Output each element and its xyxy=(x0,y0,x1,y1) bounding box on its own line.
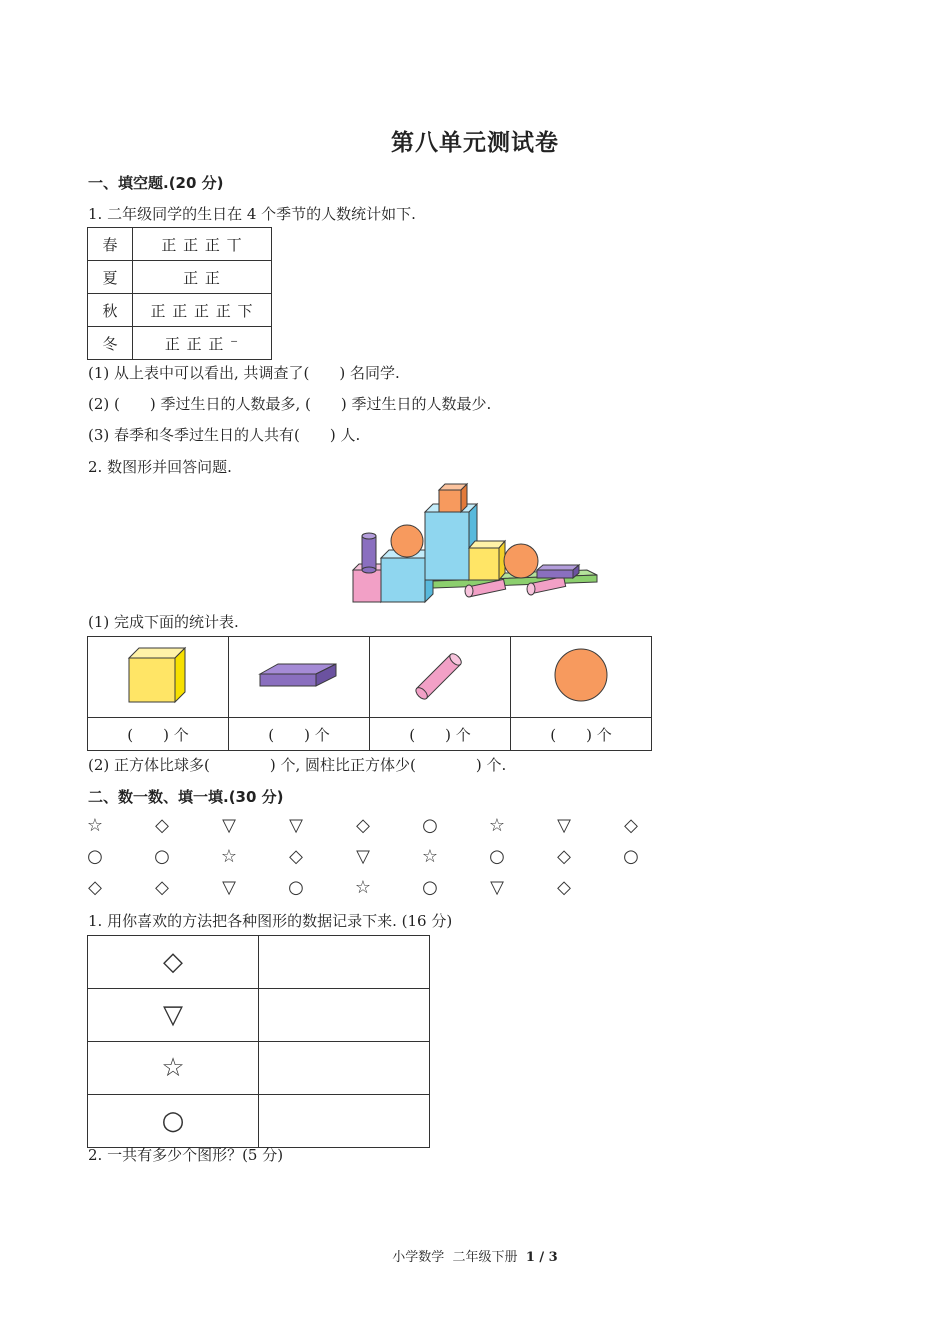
record-answer-cell[interactable] xyxy=(259,936,430,989)
diamond-icon: ◇ xyxy=(155,815,169,836)
triangle-down-icon: ▽ xyxy=(356,846,370,867)
tally-cell: 正 正 正 正 下 xyxy=(133,294,272,327)
diamond-icon: ◇ xyxy=(624,815,638,836)
star-icon: ☆ xyxy=(354,877,372,898)
triangle-down-icon: ▽ xyxy=(289,815,303,836)
count-cell: ( ) 个 xyxy=(229,718,370,751)
triangle-down-icon: ▽ xyxy=(557,815,571,836)
page-number: 1 / 3 xyxy=(525,1250,558,1265)
diamond-icon: ◇ xyxy=(557,846,571,867)
circle-icon: ○ xyxy=(422,815,438,836)
table-row xyxy=(88,718,652,751)
circle-icon: ○ xyxy=(154,846,170,867)
question-1-sub-3: (3) 春季和冬季过生日的人共有( ) 人. xyxy=(88,426,361,444)
cuboid-icon xyxy=(258,658,340,692)
question-2-text: 2. 数图形并回答问题. xyxy=(88,458,232,476)
season-cell: 冬 xyxy=(88,327,133,360)
question-1-sub-2: (2) ( ) 季过生日的人数最多, ( ) 季过生日的人数最少. xyxy=(88,395,492,413)
record-answer-cell[interactable] xyxy=(259,1095,430,1148)
page-footer xyxy=(0,1246,950,1265)
table-row xyxy=(88,936,430,989)
table-row xyxy=(88,1042,430,1095)
section-2-question-1: 1. 用你喜欢的方法把各种图形的数据记录下来. (16 分) xyxy=(88,912,453,930)
section-1-heading: 一、填空题.(20 分) xyxy=(88,174,224,192)
count-cell: ( ) 个 xyxy=(370,718,511,751)
table-row xyxy=(88,1095,430,1148)
triangle-down-icon: ▽ xyxy=(222,877,236,898)
diamond-icon: ◇ xyxy=(88,877,102,898)
question-1-text: 1. 二年级同学的生日在 4 个季节的人数统计如下. xyxy=(88,205,416,223)
table-row xyxy=(88,989,430,1042)
circle-icon: ○ xyxy=(87,846,103,867)
star-icon: ☆ xyxy=(421,846,439,867)
circle-icon: ○ xyxy=(288,877,304,898)
star-icon: ☆ xyxy=(220,846,238,867)
question-2-sub-1: (1) 完成下面的统计表. xyxy=(88,613,239,631)
triangle-down-icon: ▽ xyxy=(222,815,236,836)
section-2-question-2: 2. 一共有多少个图形？(5 分) xyxy=(88,1146,284,1164)
shape-train-illustration xyxy=(345,478,605,608)
cylinder-cell xyxy=(370,637,511,718)
season-cell: 夏 xyxy=(88,261,133,294)
count-cell: ( ) 个 xyxy=(88,718,229,751)
star-icon: ☆ xyxy=(86,815,104,836)
cuboid-cell xyxy=(229,637,370,718)
table-row xyxy=(88,294,272,327)
question-1-sub-1: (1) 从上表中可以看出, 共调查了( ) 名同学. xyxy=(88,364,400,382)
table-row xyxy=(88,261,272,294)
tally-cell: 正 正 xyxy=(133,261,272,294)
circle-icon: ○ xyxy=(489,846,505,867)
count-cell: ( ) 个 xyxy=(511,718,652,751)
circle-icon: ○ xyxy=(422,877,438,898)
sphere-icon xyxy=(551,645,611,705)
record-answer-cell[interactable] xyxy=(259,1042,430,1095)
record-answer-cell[interactable] xyxy=(259,989,430,1042)
triangle-down-icon: ▽ xyxy=(88,989,259,1042)
diamond-icon: ◇ xyxy=(289,846,303,867)
birthday-tally-table xyxy=(87,227,272,360)
diamond-icon: ◇ xyxy=(155,877,169,898)
cube-cell xyxy=(88,637,229,718)
tally-cell: 正 正 正 ⁻ xyxy=(133,327,272,360)
table-row xyxy=(88,228,272,261)
diamond-icon: ◇ xyxy=(557,877,571,898)
record-table xyxy=(87,935,430,1148)
triangle-down-icon: ▽ xyxy=(490,877,504,898)
star-icon: ☆ xyxy=(488,815,506,836)
table-row xyxy=(88,327,272,360)
circle-icon: ○ xyxy=(88,1095,259,1148)
shape-count-table xyxy=(87,636,652,751)
cylinder-icon xyxy=(410,647,470,703)
circle-icon: ○ xyxy=(623,846,639,867)
table-row xyxy=(88,637,652,718)
star-icon: ☆ xyxy=(88,1042,259,1095)
cube-icon xyxy=(123,644,193,706)
question-2-sub-2: (2) 正方体比球多( ) 个, 圆柱比正方体少( ) 个. xyxy=(88,756,507,774)
season-cell: 春 xyxy=(88,228,133,261)
section-2-heading: 二、数一数、填一填.(30 分) xyxy=(88,788,284,806)
footer-subject: 小学数学 二年级下册 xyxy=(392,1250,518,1265)
sphere-cell xyxy=(511,637,652,718)
season-cell: 秋 xyxy=(88,294,133,327)
page-title: 第八单元测试卷 xyxy=(391,130,559,156)
tally-cell: 正 正 正 丅 xyxy=(133,228,272,261)
diamond-icon: ◇ xyxy=(356,815,370,836)
diamond-icon: ◇ xyxy=(88,936,259,989)
